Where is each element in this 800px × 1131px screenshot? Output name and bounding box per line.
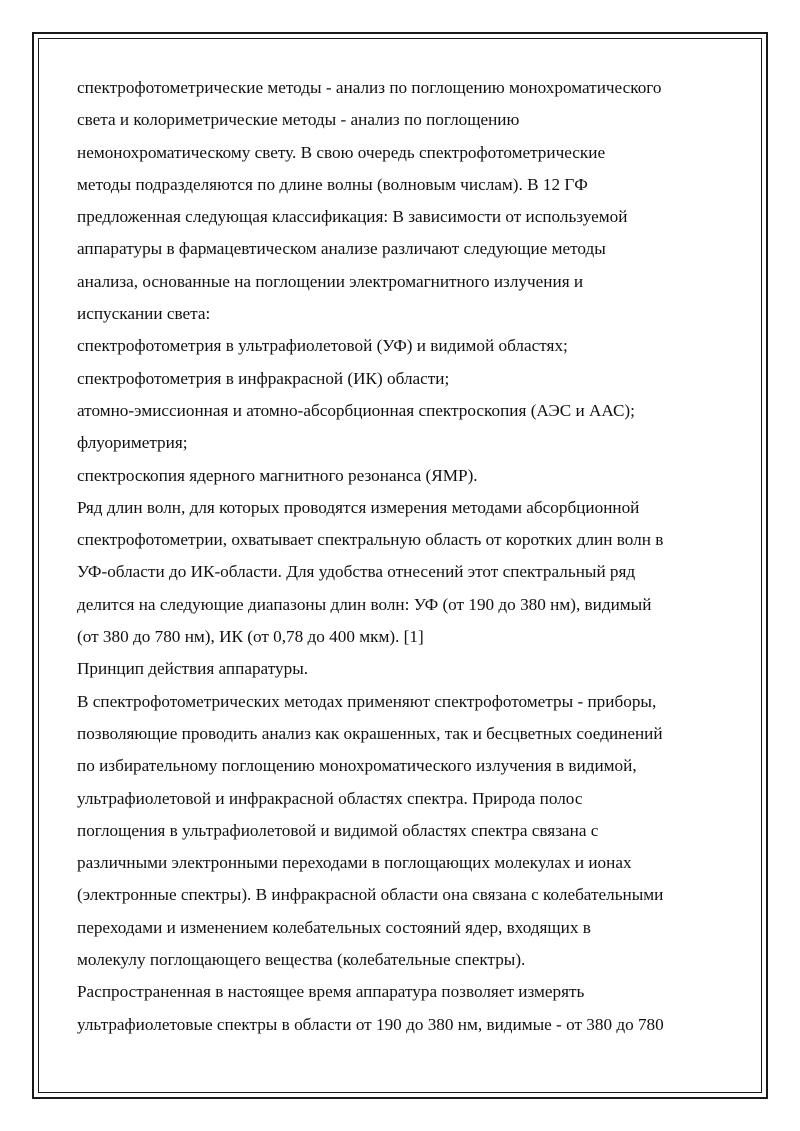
text-line: спектрофотометрические методы - анализ по поглощению монохроматического <box>77 78 662 97</box>
text-line: молекулу поглощающего вещества (колебательные спектры). <box>77 950 526 970</box>
text-line: света и колориметрические методы - анализ по поглощению <box>77 110 520 130</box>
text-line: (от 380 до 780 нм), ИК (от 0,78 до 400 мкм). [1] <box>77 627 424 647</box>
text-line: спектрофотометрии, охватывает спектральную область от коротких длин волн в <box>77 530 664 550</box>
text-line: позволяющие проводить анализ как окрашенных, так и бесцветных соединений <box>77 723 663 743</box>
text-line: (электронные спектры). В инфракрасной области она связана с колебательными <box>77 885 664 905</box>
text-line: ультрафиолетовой и инфракрасной областях спектра. Природа полос <box>77 788 583 808</box>
document-body <box>77 72 737 1041</box>
text-line: Ряд длин волн, для которых проводятся измерения методами абсорбционной <box>77 497 640 517</box>
text-line: делится на следующие диапазоны длин волн: УФ (от 190 до 380 нм), видимый <box>77 594 652 614</box>
list-item: спектрофотометрия в инфракрасной (ИК) области; <box>77 368 450 388</box>
text-line: ультрафиолетовые спектры в области от 190 до 380 нм, видимые - от 380 до 780 <box>77 1014 664 1034</box>
text-line: В спектрофотометрических методах применяют спектрофотометры - приборы, <box>77 691 657 711</box>
list-item: атомно-эмиссионная и атомно-абсорбционная спектроскопия (АЭС и ААС); <box>77 400 635 420</box>
list-item: спектроскопия ядерного магнитного резонанса (ЯМР). <box>77 465 478 485</box>
text-line: по избирательному поглощению монохроматического излучения в видимой, <box>77 756 637 776</box>
list-item: спектрофотометрия в ультрафиолетовой (УФ) и видимой областях; <box>77 336 568 356</box>
text-line: переходами и изменением колебательных состояний ядер, входящих в <box>77 917 591 937</box>
section-heading: Принцип действия аппаратуры. <box>77 659 309 679</box>
text-line: аппаратуры в фармацевтическом анализе различают следующие методы <box>77 239 606 259</box>
text-line: анализа, основанные на поглощении электромагнитного излучения и <box>77 271 584 291</box>
text-line: УФ-области до ИК-области. Для удобства отнесений этот спектральный ряд <box>77 562 636 582</box>
text-line: испускании света: <box>77 304 211 324</box>
text-line: предложенная следующая классификация: В зависимости от используемой <box>77 207 628 227</box>
text-line: Распространенная в настоящее время аппаратура позволяет измерять <box>77 982 585 1002</box>
list-item: флуориметрия; <box>77 433 188 453</box>
text-line: различными электронными переходами в поглощающих молекулах и ионах <box>77 853 632 873</box>
text-line: поглощения в ультрафиолетовой и видимой областях спектра связана с <box>77 820 599 840</box>
text-line: методы подразделяются по длине волны (волновым числам). В 12 ГФ <box>77 174 588 194</box>
text-line: немонохроматическому свету. В свою очередь спектрофотометрические <box>77 142 606 162</box>
